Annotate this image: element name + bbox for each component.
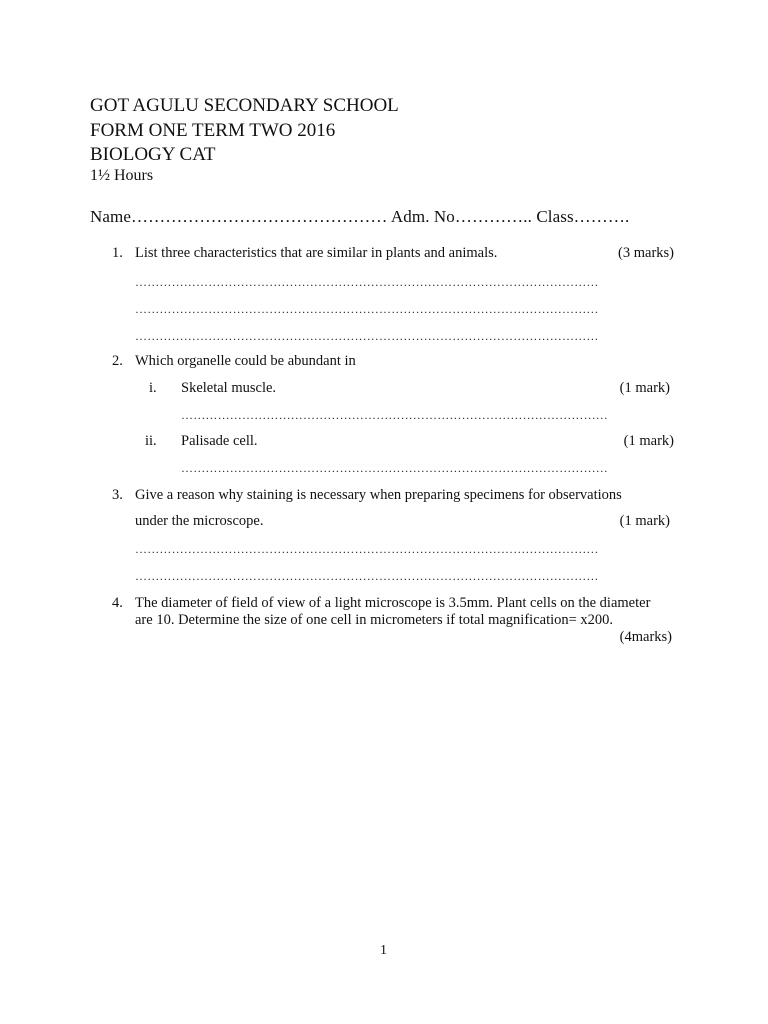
question-marks: (1 mark) [619,513,670,529]
question-text: List three characteristics that are similar in plants and animals. [135,245,498,261]
answer-line: …………………………………………………………………………………………… [181,409,608,421]
question-text-line1: Give a reason why staining is necessary when preparing specimens for observations [135,487,622,503]
answer-line: …………………………………………………………………………………………………… [135,303,599,315]
student-details-line: Name……………………………………… Adm. No………….. Class………. [90,207,630,226]
answer-line: …………………………………………………………………………………………………… [135,570,599,582]
exam-duration: 1½ Hours [90,167,154,184]
subquestion-label: i. [149,380,157,396]
answer-line: …………………………………………………………………………………………………… [135,543,599,555]
question-number: 1. [112,245,123,261]
subquestion-marks: (1 mark) [619,380,670,396]
page-number: 1 [380,943,387,958]
school-name: GOT AGULU SECONDARY SCHOOL [90,95,399,116]
subject-title: BIOLOGY CAT [90,144,216,165]
question-number: 3. [112,487,123,503]
form-term: FORM ONE TERM TWO 2016 [90,120,336,141]
subquestion-marks: (1 mark) [623,433,674,449]
subquestion-text: Palisade cell. [181,433,258,449]
question-text-line2: are 10. Determine the size of one cell in micrometers if total magnification= x200. [135,612,614,628]
answer-line: …………………………………………………………………………………………… [181,462,608,474]
subquestion-text: Skeletal muscle. [181,380,277,396]
answer-line: …………………………………………………………………………………………………… [135,330,599,342]
question-number: 4. [112,595,123,611]
question-text-line2: under the microscope. [135,513,264,529]
answer-line: …………………………………………………………………………………………………… [135,276,599,288]
question-number: 2. [112,353,123,369]
question-text-line1: The diameter of field of view of a light microscope is 3.5mm. Plant cells on the diameter [135,595,651,611]
question-marks: (3 marks) [618,245,674,261]
question-marks: (4marks) [619,629,672,645]
subquestion-label: ii. [145,433,157,449]
question-text: Which organelle could be abundant in [135,353,356,369]
